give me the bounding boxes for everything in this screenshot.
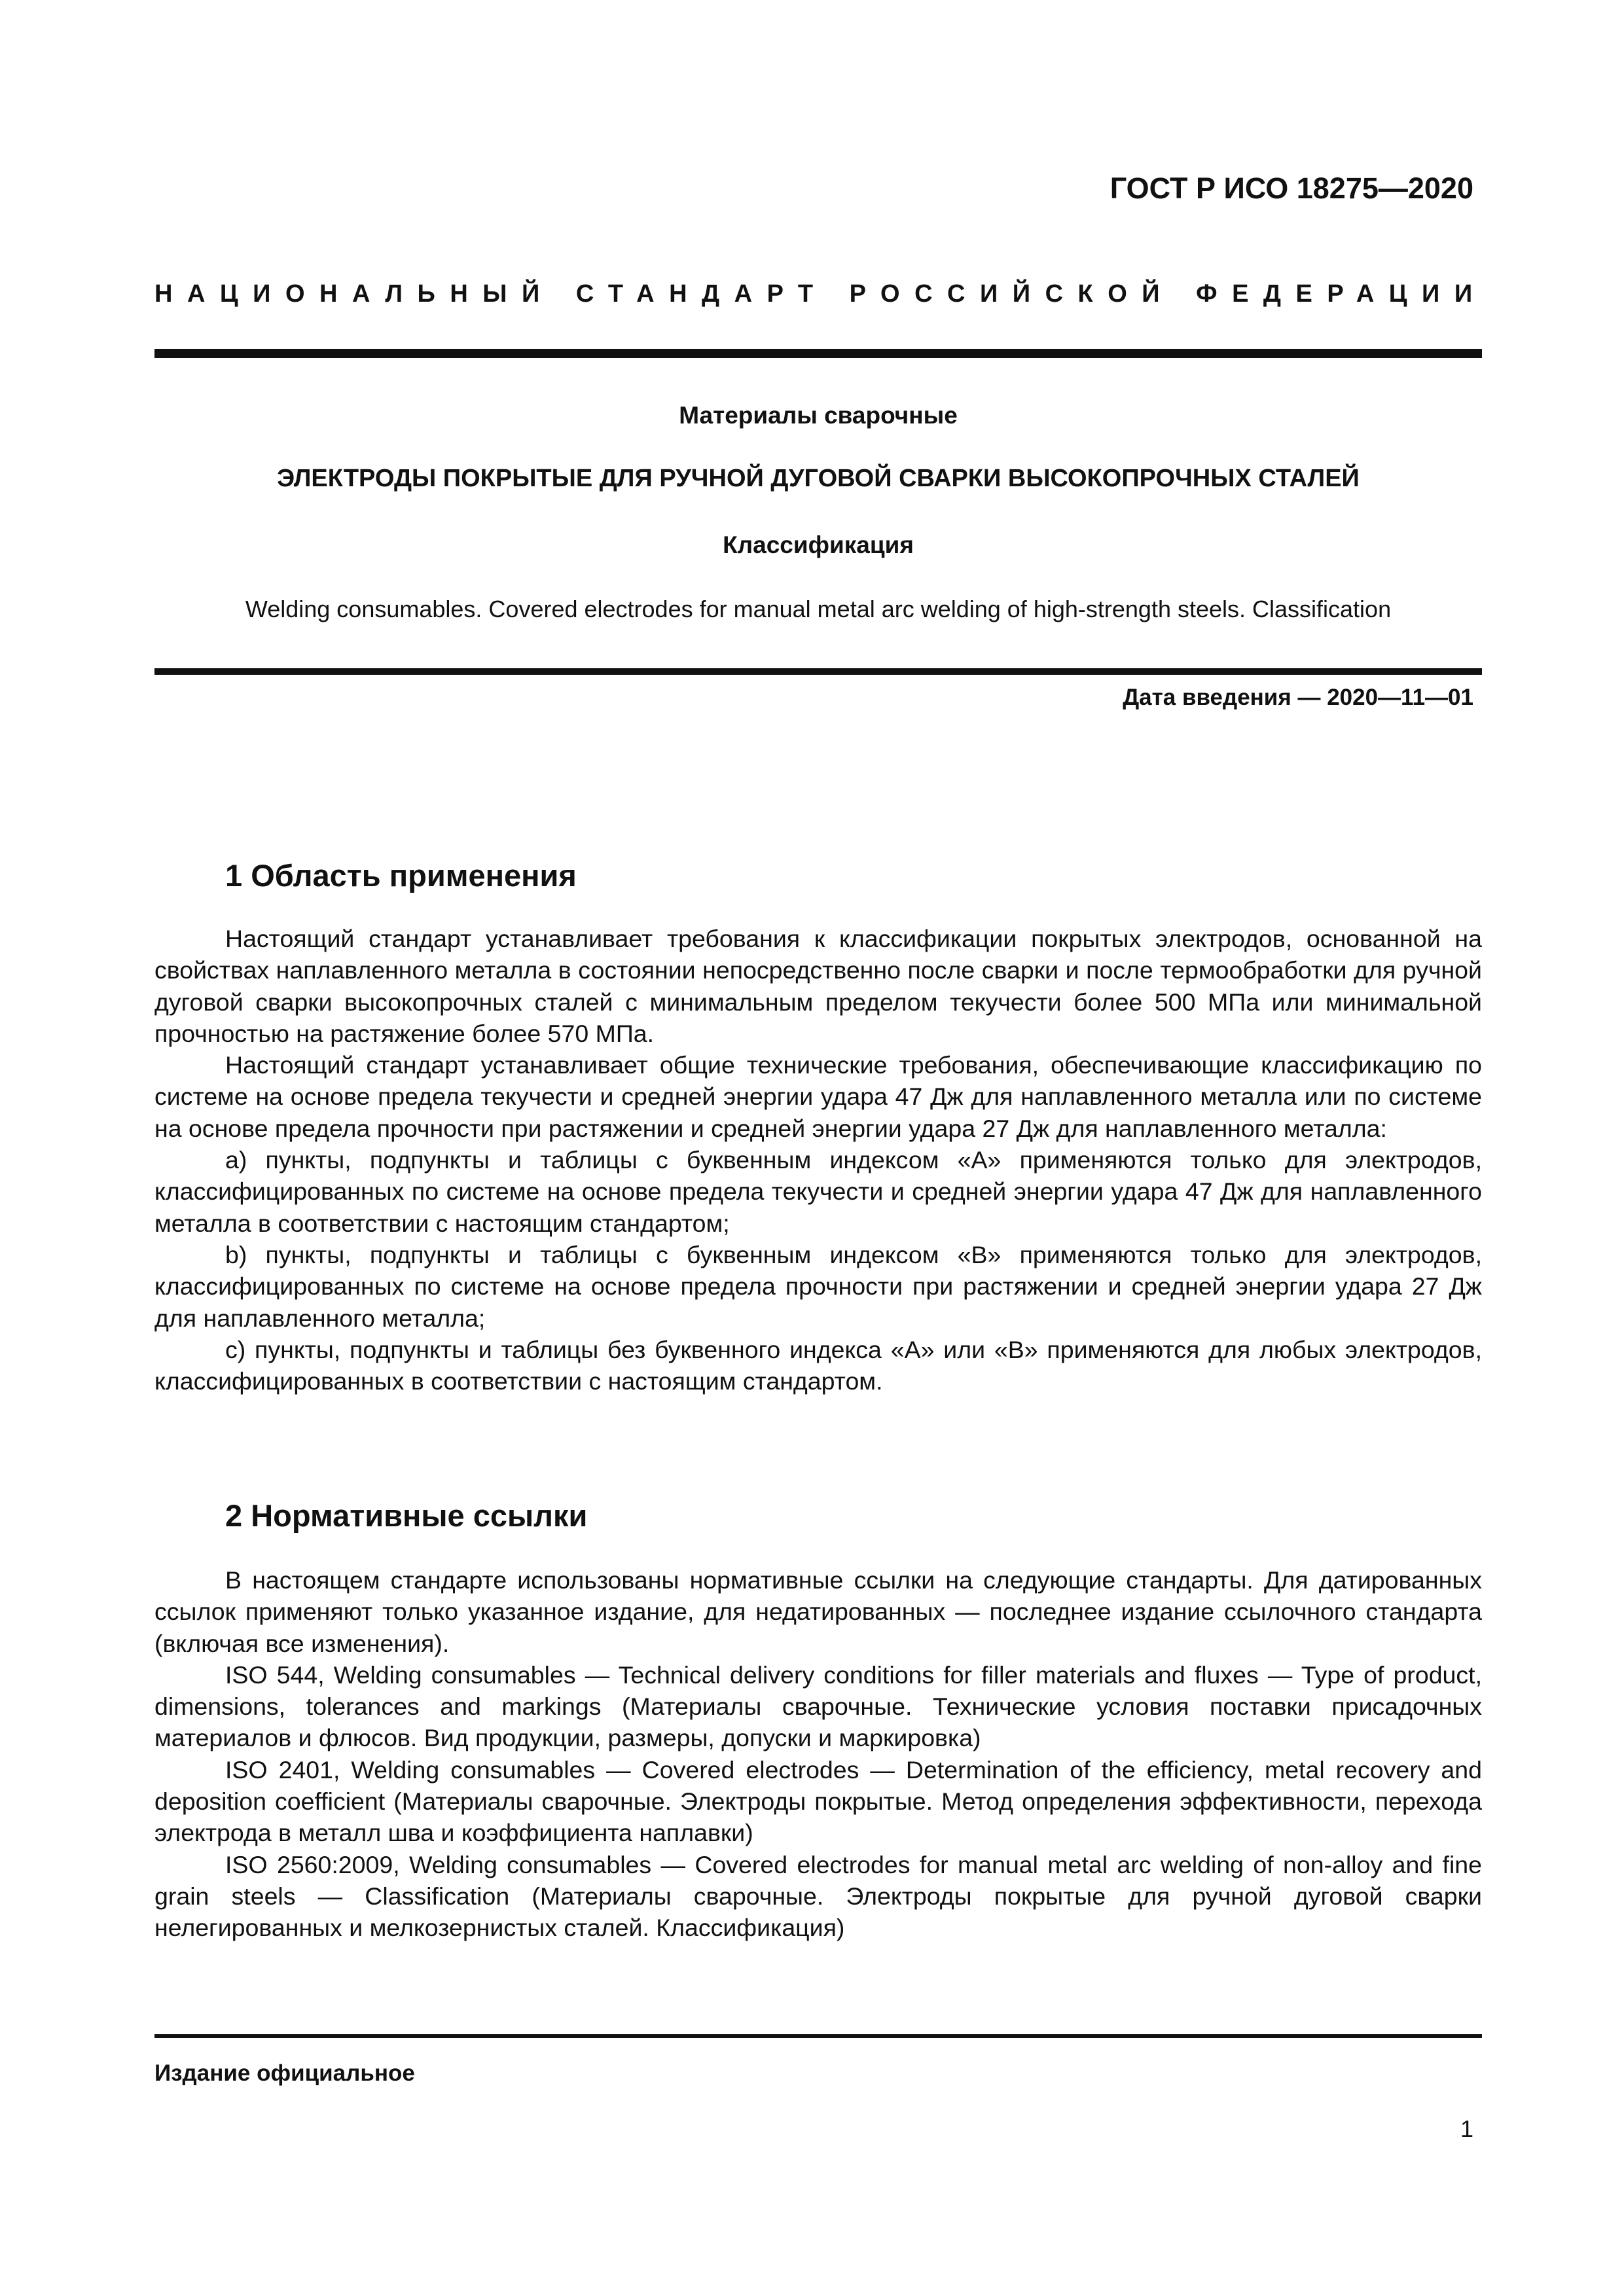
section-2-title: 2 Нормативные ссылки [225,1498,588,1533]
document-classification-label: Классификация [723,531,914,558]
section-1-paragraph: Настоящий стандарт устанавливает общие технические требования, обеспечивающие классификацию по системе на основе предела текучести и средней энергии удара 47 Дж для наплавленного металла или по системе на основе предела прочности при растяжении и средней энергии удара 27 Дж для наплавленного металла: [154,1051,1482,1142]
document-subtitle: Материалы сварочные [679,402,958,429]
normative-reference-iso-2401: ISO 2401, Welding consumables — Covered electrodes — Determination of the efficiency, metal recovery and deposition coefficient (Материалы сварочные. Электроды покрытые. Метод определения эффективности, перехода электрода в металл шва и коэффициента наплавки) [154,1755,1482,1847]
section-1-body [154,923,1482,1397]
section-1-list-item-a: a) пункты, подпункты и таблицы с буквенным индексом «А» применяются только для электродов, классифицированных по системе на основе предела текучести и средней энергии удара 47 Дж для наплавленного металла в соответствии с настоящим стандартом; [154,1146,1482,1237]
official-edition-label: Издание официальное [154,2060,415,2086]
normative-reference-iso-544: ISO 544, Welding consumables — Technical delivery conditions for filler materials and fluxes — Type of product, dimensions, tolerances and markings (Материалы сварочные. Технические условия поставки присадочных материалов и флюсов. Вид продукции, размеры, допуски и маркировка) [154,1660,1482,1752]
title-divider [154,668,1482,675]
document-title: ЭЛЕКТРОДЫ ПОКРЫТЫЕ ДЛЯ РУЧНОЙ ДУГОВОЙ СВАРКИ ВЫСОКОПРОЧНЫХ СТАЛЕЙ [277,465,1360,492]
national-standard-heading: НАЦИОНАЛЬНЫЙ СТАНДАРТ РОССИЙСКОЙ ФЕДЕРАЦИИ [154,280,1487,308]
section-1-paragraph: Настоящий стандарт устанавливает требования к классификации покрытых электродов, основанной на свойствах наплавленного металла в состоянии непосредственно после сварки и после термообработки для ручной дуговой сварки высокопрочных сталей с минимальным пределом текучести более 500 МПа или минимальной прочностью на растяжение более 570 МПа. [154,925,1482,1047]
section-2-body [154,1564,1482,1944]
section-2-paragraph: В настоящем стандарте использованы нормативные ссылки на следующие стандарты. Для датированных ссылок применяют только указанное издание, для недатированных — последнее издание ссылочного стандарта (включая все изменения). [154,1566,1482,1657]
english-title: Welding consumables. Covered electrodes for manual metal arc welding of high-strength steels. Classification [245,596,1392,622]
normative-reference-iso-2560: ISO 2560:2009, Welding consumables — Covered electrodes for manual metal arc welding of non-alloy and fine grain steels — Classification (Материалы сварочные. Электроды покрытые для ручной дуговой сварки нелегированных и мелкозернистых сталей. Классификация) [154,1850,1482,1942]
section-1-list-item-c: c) пункты, подпункты и таблицы без буквенного индекса «А» или «В» применяются для любых электродов, классифицированных в соответствии с настоящим стандартом. [154,1335,1482,1395]
document-number: ГОСТ Р ИСО 18275—2020 [1110,171,1473,205]
footer-divider [154,2034,1482,2038]
page-number: 1 [1460,2115,1473,2142]
introduction-date: Дата введения — 2020—11—01 [1123,685,1473,710]
section-1-list-item-b: b) пункты, подпункты и таблицы с буквенным индексом «В» применяются только для электродов, классифицированных по системе на основе предела прочности при растяжении и средней энергии удара 27 Дж для наплавленного металла; [154,1240,1482,1332]
top-divider [154,349,1482,358]
section-1-title: 1 Область применения [225,858,577,893]
